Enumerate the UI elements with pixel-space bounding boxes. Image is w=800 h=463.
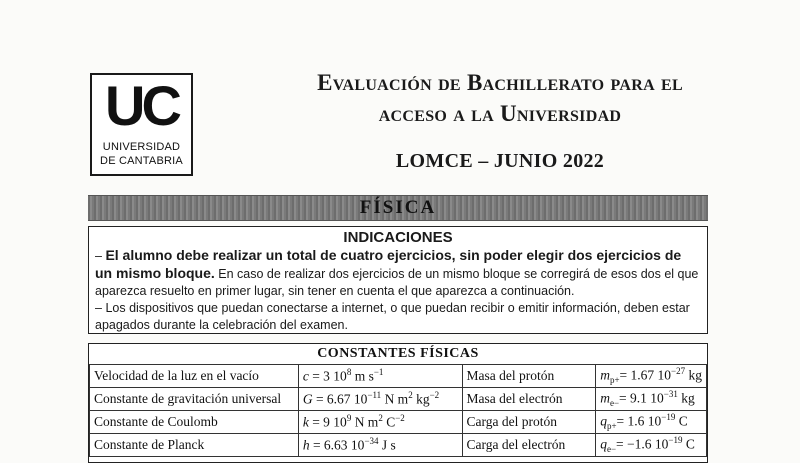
constant-unit-2: kg — [685, 367, 702, 383]
constant-unit-2: C — [675, 413, 688, 429]
indication-1-bold: El alumno debe realizar un total de cuatro ejercicios, sin poder elegir dos ejercicios de un mismo bloque. — [95, 247, 682, 281]
constants-table — [88, 343, 708, 463]
constant-exponent: 8 — [346, 367, 352, 378]
indications-list — [95, 247, 699, 334]
constant-mantissa: = 6.67 10 — [312, 391, 368, 407]
constant-symbol: h — [302, 437, 310, 453]
constant-mantissa-2: = 9.1 10 — [619, 390, 664, 406]
constants-heading: CONSTANTES FÍSICAS — [317, 346, 479, 361]
constant-unit: J s — [378, 437, 396, 453]
constant-symbol-2: m — [600, 367, 610, 383]
constant-unit-exponent: −1 — [373, 367, 384, 378]
constant-symbol-2: q — [600, 413, 607, 429]
subject-band — [88, 195, 708, 221]
constant-unit-tail: C — [382, 414, 396, 430]
constant-unit-tail-exponent: −2 — [429, 390, 440, 401]
constant-subscript-2: p+ — [606, 421, 617, 432]
constants-row — [90, 411, 707, 434]
constant-unit: m s — [351, 368, 374, 384]
logo-line-1: UNIVERSIDAD — [102, 141, 181, 153]
constant-value-2 — [596, 365, 707, 388]
constant-unit: N m — [351, 414, 379, 430]
constant-mantissa-2: = −1.6 10 — [616, 436, 669, 452]
indication-item-2: – Los dispositivos que puedan conectarse a internet, o que puedan recibir o emitir información, deben estar apagados durante la celebración del examen. — [95, 301, 690, 332]
constant-value — [298, 388, 462, 411]
constant-exponent: −11 — [367, 390, 382, 401]
constant-unit: N m — [381, 391, 409, 407]
constant-mantissa: = 6.63 10 — [309, 437, 365, 453]
indication-2-text: Los dispositivos que puedan conectarse a internet, o que puedan recibir o emitir información, deben estar apagados durante la celebración del examen. — [95, 301, 690, 332]
university-logo — [90, 73, 193, 176]
constant-symbol: k — [302, 414, 309, 430]
constants-row — [90, 388, 707, 411]
constant-unit-2: C — [682, 436, 695, 452]
constant-exponent-2: −19 — [668, 435, 683, 446]
constants-grid — [89, 364, 707, 457]
constant-subscript-2: e− — [609, 398, 620, 409]
constant-value — [298, 434, 462, 457]
constant-name-2: Carga del electrón — [462, 434, 596, 457]
constant-exponent: −34 — [364, 436, 379, 447]
constant-name: Constante de Coulomb — [90, 411, 299, 434]
constant-name-2: Masa del protón — [462, 365, 596, 388]
logo-mark: UC — [105, 74, 178, 137]
constant-exponent-2: −31 — [663, 389, 678, 400]
constant-value-2 — [596, 411, 707, 434]
constant-symbol: c — [302, 368, 309, 384]
logo-line-2: DE CANTABRIA — [100, 155, 183, 167]
constant-mantissa-2: = 1.67 10 — [619, 367, 672, 383]
constant-value-2 — [596, 434, 707, 457]
constant-subscript-2: e− — [606, 444, 617, 455]
constant-unit-exponent: 2 — [408, 390, 413, 401]
constant-value — [298, 365, 462, 388]
constant-mantissa-2: = 1.6 10 — [616, 413, 662, 429]
indications-box — [88, 226, 708, 334]
constant-exponent-2: −27 — [671, 366, 686, 377]
constant-name: Velocidad de la luz en el vacío — [90, 365, 299, 388]
constants-row — [90, 434, 707, 457]
constant-unit-2: kg — [677, 390, 695, 406]
constant-symbol-2: m — [600, 390, 610, 406]
constant-unit-tail: kg — [412, 391, 430, 407]
constant-mantissa: = 3 10 — [308, 368, 347, 384]
indications-heading: INDICACIONES — [343, 229, 453, 246]
constant-name-2: Masa del electrón — [462, 388, 596, 411]
constant-exponent: 9 — [346, 413, 352, 424]
indication-1-text: En caso de realizar dos ejercicios de un mismo bloque se corregirá de esos dos el que aparezca resuelto en primer lugar, sin tener en cuenta el que aparezca a continuación. — [95, 267, 699, 298]
constant-mantissa: = 9 10 — [308, 414, 347, 430]
constant-unit-tail-exponent: −2 — [395, 413, 405, 424]
constant-subscript-2: p+ — [609, 375, 620, 386]
constant-exponent-2: −19 — [661, 412, 676, 423]
constant-symbol-2: q — [600, 436, 607, 452]
constant-name: Constante de Planck — [90, 434, 299, 457]
constant-name-2: Carga del protón — [462, 411, 596, 434]
constant-value — [298, 411, 462, 434]
constant-symbol: G — [302, 391, 313, 407]
constant-value-2 — [596, 388, 707, 411]
indication-item-1: – El alumno debe realizar un total de cuatro ejercicios, sin poder elegir dos ejercicios de un mismo bloque. En caso de realizar dos ejercicios de un mismo bloque se corregirá de esos dos el que aparezca resuelto en primer lugar, sin tener en cuenta el que aparezca a continuación. — [95, 247, 699, 298]
constant-name: Constante de gravitación universal — [90, 388, 299, 411]
constants-row — [90, 365, 707, 388]
exam-session: LOMCE – JUNIO 2022 — [395, 150, 605, 172]
subject-title: FÍSICA — [359, 197, 437, 218]
exam-title-line-1: Evaluación de Bachillerato para el — [317, 70, 683, 95]
exam-title-line-2: acceso a la Universidad — [378, 101, 622, 126]
constant-unit-exponent: 2 — [378, 413, 383, 424]
